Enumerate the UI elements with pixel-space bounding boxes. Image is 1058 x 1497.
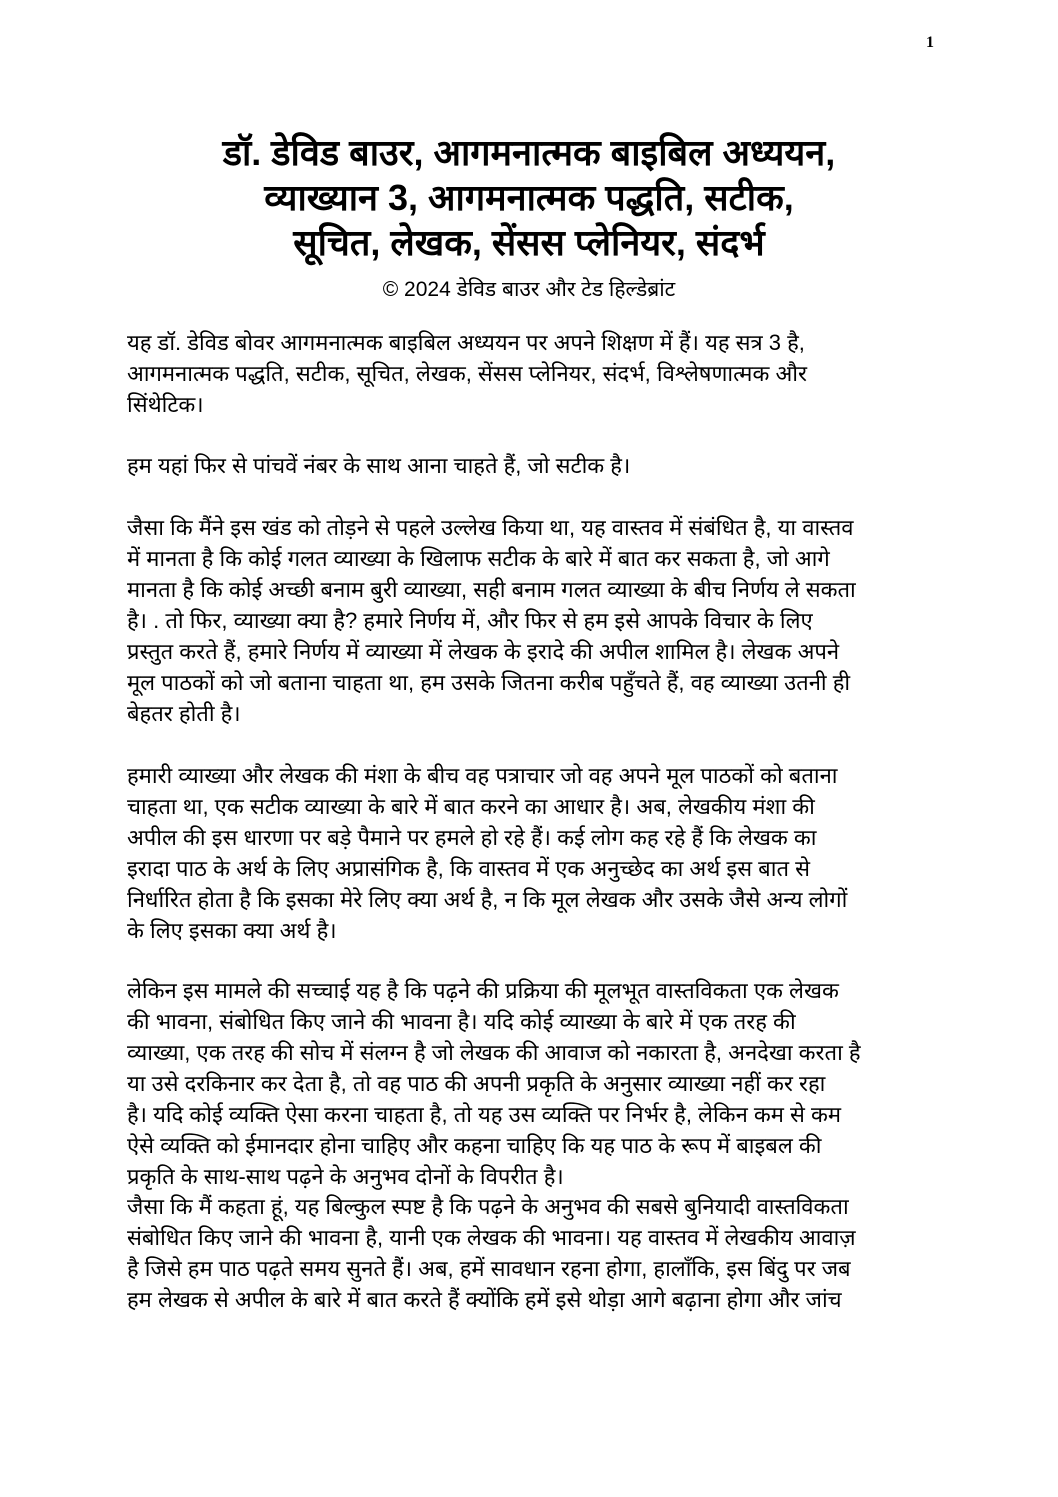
paragraph-line: सिंथेटिक। bbox=[127, 392, 204, 417]
body-paragraph bbox=[127, 327, 947, 420]
paragraph-line: है। . तो फिर, व्याख्या क्या है? हमारे निर्णय में, और फिर से हम इसे आपके विचार के लिए bbox=[127, 608, 813, 633]
paragraph-line: व्याख्या, एक तरह की सोच में संलग्न है जो लेखक की आवाज को नकारता है, अनदेखा करता है bbox=[127, 1040, 861, 1065]
paragraph-line: आगमनात्मक पद्धति, सटीक, सूचित, लेखक, सेंसस प्लेनियर, संदर्भ, विश्लेषणात्मक और bbox=[127, 361, 807, 386]
paragraph-line: है जिसे हम पाठ पढ़ते समय सुनते हैं। अब, हमें सावधान रहना होगा, हालाँकि, इस बिंदु पर जब bbox=[127, 1256, 851, 1281]
paragraph-line: प्रकृति के साथ-साथ पढ़ने के अनुभव दोनों के विपरीत है। bbox=[127, 1164, 564, 1189]
paragraph-line: प्रस्तुत करते हैं, हमारे निर्णय में व्याख्या में लेखक के इरादे की अपील शामिल है। लेखक अपने bbox=[127, 639, 840, 664]
paragraph-line: लेकिन इस मामले की सच्चाई यह है कि पढ़ने की प्रक्रिया की मूलभूत वास्तविकता एक लेखक bbox=[127, 978, 839, 1003]
paragraph-line: बेहतर होती है। bbox=[127, 701, 241, 726]
paragraph-line: हमारी व्याख्या और लेखक की मंशा के बीच वह पत्राचार जो वह अपने मूल पाठकों को बताना bbox=[127, 763, 838, 788]
page-number: 1 bbox=[926, 34, 934, 51]
body-paragraph bbox=[127, 760, 947, 946]
paragraph-line: यह डॉ. डेविड बोवर आगमनात्मक बाइबिल अध्ययन पर अपने शिक्षण में हैं। यह सत्र 3 है, bbox=[127, 330, 805, 355]
paragraph-line: हम लेखक से अपील के बारे में बात करते हैं क्योंकि हमें इसे थोड़ा आगे बढ़ाना होगा और जांच bbox=[127, 1287, 842, 1312]
copyright-line: © 2024 डेविड बाउर और टेड हिल्डेब्रांट bbox=[382, 278, 676, 301]
paragraph-line: हम यहां फिर से पांचवें नंबर के साथ आना चाहते हैं, जो सटीक है। bbox=[127, 453, 631, 478]
title-line: सूचित, लेखक, सेंसस प्लेनियर, संदर्भ bbox=[293, 222, 765, 263]
body-paragraph bbox=[127, 975, 947, 1192]
body-paragraph bbox=[127, 1191, 947, 1315]
paragraph-line: ऐसे व्यक्ति को ईमानदार होना चाहिए और कहना चाहिए कि यह पाठ के रूप में बाइबल की bbox=[127, 1133, 822, 1158]
paragraph-line: इरादा पाठ के अर्थ के लिए अप्रासंगिक है, कि वास्तव में एक अनुच्छेद का अर्थ इस बात से bbox=[127, 856, 810, 881]
title-line: डॉ. डेविड बाउर, आगमनात्मक बाइबिल अध्ययन, bbox=[222, 132, 836, 173]
body-paragraph bbox=[127, 450, 947, 481]
body-paragraph bbox=[127, 512, 947, 729]
paragraph-line: जैसा कि मैं कहता हूं, यह बिल्कुल स्पष्ट है कि पढ़ने के अनुभव की सबसे बुनियादी वास्तविकता bbox=[127, 1194, 849, 1219]
paragraph-line: मानता है कि कोई अच्छी बनाम बुरी व्याख्या, सही बनाम गलत व्याख्या के बीच निर्णय ले सकता bbox=[127, 577, 856, 602]
paragraph-line: या उसे दरकिनार कर देता है, तो वह पाठ की अपनी प्रकृति के अनुसार व्याख्या नहीं कर रहा bbox=[127, 1071, 826, 1096]
paragraph-line: चाहता था, एक सटीक व्याख्या के बारे में बात करने का आधार है। अब, लेखकीय मंशा की bbox=[127, 794, 815, 819]
paragraph-line: में मानता है कि कोई गलत व्याख्या के खिलाफ सटीक के बारे में बात कर सकता है, जो आगे bbox=[127, 546, 830, 571]
paragraph-line: की भावना, संबोधित किए जाने की भावना है। यदि कोई व्याख्या के बारे में एक तरह की bbox=[127, 1009, 796, 1034]
title-line: व्याख्यान 3, आगमनात्मक पद्धति, सटीक, bbox=[264, 177, 794, 218]
paragraph-line: के लिए इसका क्या अर्थ है। bbox=[127, 918, 337, 943]
paragraph-line: जैसा कि मैंने इस खंड को तोड़ने से पहले उल्लेख किया था, यह वास्तव में संबंधित है, या वास्तव bbox=[127, 515, 854, 540]
paragraph-line: निर्धारित होता है कि इसका मेरे लिए क्या अर्थ है, न कि मूल लेखक और उसके जैसे अन्य लोगों bbox=[127, 887, 848, 912]
paragraph-line: मूल पाठकों को जो बताना चाहता था, हम उसके जितना करीब पहुँचते हैं, वह व्याख्या उतनी ही bbox=[127, 670, 851, 695]
document-title bbox=[0, 130, 1058, 265]
paragraph-line: है। यदि कोई व्यक्ति ऐसा करना चाहता है, तो यह उस व्यक्ति पर निर्भर है, लेकिन कम से कम bbox=[127, 1102, 842, 1127]
paragraph-line: अपील की इस धारणा पर बड़े पैमाने पर हमले हो रहे हैं। कई लोग कह रहे हैं कि लेखक का bbox=[127, 825, 817, 850]
paragraph-line: संबोधित किए जाने की भावना है, यानी एक लेखक की भावना। यह वास्तव में लेखकीय आवाज़ bbox=[127, 1225, 856, 1250]
